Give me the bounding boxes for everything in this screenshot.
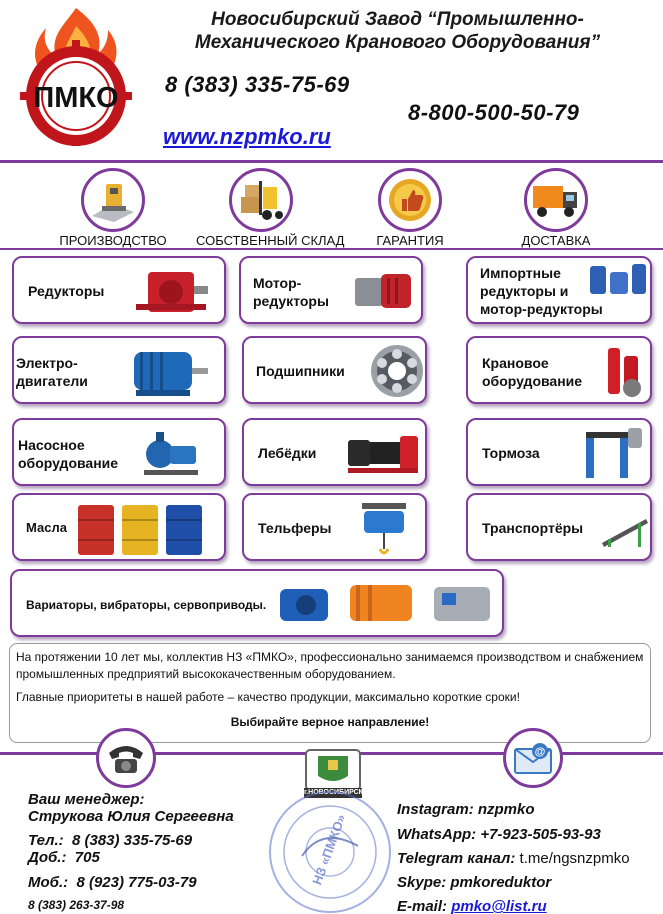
- tile-oils[interactable]: [12, 493, 226, 561]
- svg-text:@: @: [534, 746, 546, 758]
- factory-icon: [81, 168, 145, 232]
- tile-label: оборудование: [18, 455, 119, 471]
- instagram[interactable]: Instagram: nzpmko: [397, 801, 535, 818]
- manager-ext: [28, 849, 100, 866]
- email-value: pmko@list.ru: [451, 898, 547, 914]
- tile-label: Редукторы: [28, 283, 105, 299]
- tile-label: редукторы: [253, 293, 329, 309]
- tile-label: Вариаторы, вибраторы, сервоприводы.: [26, 598, 267, 612]
- tile-brakes[interactable]: [466, 418, 652, 486]
- import-reducers-icon: [586, 260, 650, 302]
- header-divider: [0, 160, 663, 163]
- feature-warranty: [345, 168, 475, 248]
- feature-label: ПРОИЗВОДСТВО: [59, 233, 167, 248]
- tile-conveyors[interactable]: [466, 493, 652, 561]
- tile-label: Лебёдки: [258, 445, 317, 461]
- tile-label: Насосное: [18, 437, 85, 453]
- bearing-icon: [368, 342, 426, 400]
- extra-phone[interactable]: 8 (383) 263-37-98: [28, 898, 125, 912]
- features-divider: [0, 248, 663, 250]
- brake-icon: [576, 424, 648, 484]
- electric-motor-icon: [122, 344, 214, 400]
- company-stamp: [262, 786, 398, 914]
- tile-label: Транспортёры: [482, 520, 584, 536]
- info-paragraph: На протяжении 10 лет мы, коллектив НЗ «ПМКО», профессионально занимаемся производством и снабжением промышленных предприятий высококачественным оборудованием.: [16, 650, 644, 681]
- truck-icon: [524, 168, 588, 232]
- tile-label: Мотор-: [253, 275, 302, 291]
- tile-label: оборудование: [482, 373, 583, 389]
- tile-import-reducers[interactable]: [466, 256, 652, 324]
- tile-label: Электро-: [16, 355, 78, 371]
- skype[interactable]: Skype: pmkoreduktor: [397, 874, 552, 891]
- feature-label: ДОСТАВКА: [521, 233, 591, 248]
- email-label: E-mail:: [397, 898, 448, 914]
- oil-barrels-icon: [72, 499, 208, 559]
- conveyor-icon: [600, 509, 650, 549]
- tile-electric-motors[interactable]: [12, 336, 226, 404]
- forklift-icon: [229, 168, 293, 232]
- feature-label: СОБСТВЕННЫЙ СКЛАД: [196, 233, 345, 248]
- tile-label: редукторы и: [480, 283, 569, 299]
- logo-text: ПМКО: [33, 82, 119, 114]
- tile-motor-reducers[interactable]: [239, 256, 423, 324]
- tile-reducers[interactable]: [12, 256, 226, 324]
- mob-value: 8 (923) 775-03-79: [76, 874, 197, 891]
- telegram[interactable]: [397, 850, 630, 867]
- tile-winches[interactable]: [242, 418, 427, 486]
- thumbs-up-medal-icon: [378, 168, 442, 232]
- feature-production: [48, 168, 178, 248]
- telegram-label: Telegram канал:: [397, 850, 516, 867]
- tile-label: мотор-редукторы: [480, 301, 603, 317]
- call-to-action: Выбирайте верное направление!: [230, 715, 430, 729]
- tile-hoists[interactable]: [242, 493, 427, 561]
- website-link[interactable]: www.nzpmko.ru: [163, 124, 331, 149]
- tel-label: Тел.:: [28, 832, 64, 849]
- tile-label: Подшипники: [256, 363, 345, 379]
- email-icon: [503, 728, 563, 788]
- info-box: [9, 643, 651, 743]
- feature-label: ГАРАНТИЯ: [376, 233, 444, 248]
- telephone-icon: [96, 728, 156, 788]
- ext-label: Доб.:: [28, 849, 67, 866]
- winch-icon: [344, 426, 424, 480]
- tile-label: двигатели: [16, 373, 88, 389]
- crane-brake-icon: [602, 342, 648, 402]
- pmko-logo: [12, 6, 140, 146]
- phone-toll-free[interactable]: 8-800-500-50-79: [408, 100, 580, 125]
- manager-tel[interactable]: [28, 832, 192, 849]
- feature-warehouse: [196, 168, 345, 248]
- company-name: Новосибирский Завод “Промышленно-Механического Кранового Оборудования”: [194, 9, 601, 53]
- tile-label: Тормоза: [482, 445, 540, 461]
- tile-crane-equipment[interactable]: [466, 336, 652, 404]
- mob-label: Моб.:: [28, 874, 69, 891]
- feature-delivery: [491, 168, 621, 248]
- manager-name: Струкова Юлия Сергеевна: [28, 808, 234, 825]
- tile-bearings[interactable]: [242, 336, 427, 404]
- motor-reducer-icon: [351, 264, 419, 318]
- tile-pump-equipment[interactable]: [12, 418, 226, 486]
- variators-icon: [274, 575, 500, 635]
- emblem-caption: г.НОВОСИБИРСК: [304, 789, 363, 796]
- tile-variators[interactable]: [10, 569, 504, 637]
- tel-value: 8 (383) 335-75-69: [71, 832, 193, 849]
- manager-mobile[interactable]: [28, 874, 197, 891]
- tile-label: Крановое: [482, 355, 549, 371]
- info-paragraph: Главные приоритеты в нашей работе – качество продукции, максимально короткие сроки!: [16, 690, 520, 704]
- phone-local[interactable]: 8 (383) 335-75-69: [165, 72, 350, 97]
- tile-label: Масла: [26, 520, 67, 535]
- email[interactable]: [397, 898, 547, 914]
- pump-icon: [140, 428, 202, 480]
- manager-label: Ваш менеджер:: [28, 791, 145, 808]
- stamp-text: НЗ «ПМКО»: [309, 812, 349, 887]
- tile-label: Тельферы: [258, 520, 332, 536]
- ext-value: 705: [74, 849, 100, 866]
- telegram-value: t.me/ngsnzpmko: [519, 850, 630, 867]
- whatsapp[interactable]: WhatsApp: +7-923-505-93-93: [397, 826, 601, 843]
- tile-label: Импортные: [480, 265, 561, 281]
- electric-hoist-icon: [356, 499, 412, 559]
- gear-reducer-icon: [134, 264, 214, 318]
